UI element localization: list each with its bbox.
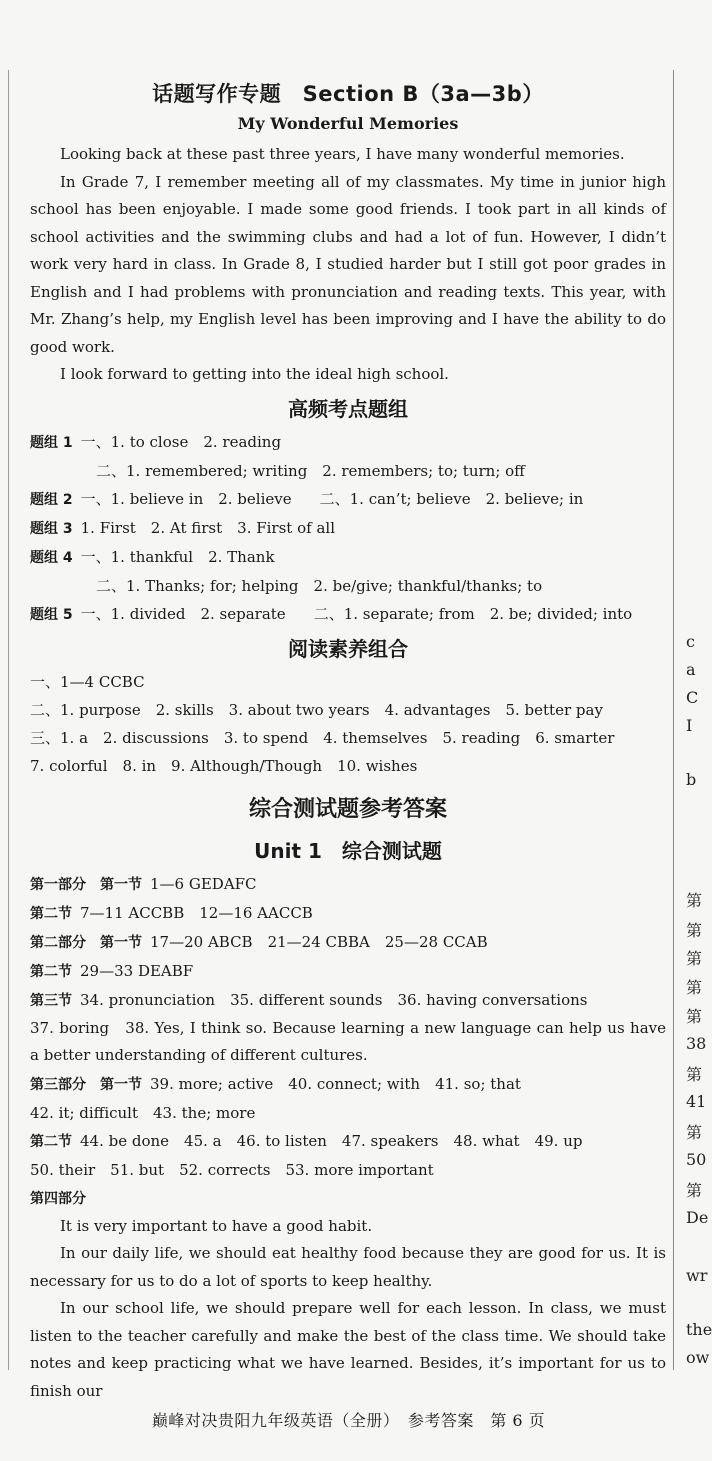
page-footer: 巅峰对决贵阳九年级英语（全册） 参考答案 第 6 页: [151, 1411, 546, 1430]
essay-paragraph: In Grade 7, I remember meeting all of my classmates. My time in junior high school has been enjoyable. I made some good friends. I took part in all kinds of school activities and the swimming clubs and had a lot of fun. However, I didn’t work very hard in class. In Grade 8, I studied harder but I still got poor grades in English and I had problems with pronunciation and reading texts. This year, with Mr. Zhang’s help, my English level has been improving and I have the ability to do good work.: [30, 172, 666, 356]
answer-text: 二、1. separate; from 2. be; divided; into: [313, 604, 633, 623]
right-fragment: 第: [686, 891, 703, 910]
part-label: 第三节: [30, 992, 72, 1009]
answer-text: 7—11 ACCBB 12—16 AACCB: [80, 903, 313, 922]
right-fragment: the: [686, 1320, 712, 1339]
right-fragment: 38: [686, 1034, 707, 1053]
answer-row: [30, 870, 666, 899]
yuedu-heading: 阅读素养组合: [288, 636, 408, 661]
right-fragment: ow: [686, 1348, 710, 1367]
answer-text: 44. be done 45. a 46. to listen 47. speakers 48. what 49. up: [80, 1131, 583, 1150]
answer-text: 二、1. Thanks; for; helping 2. be/give; thankful/thanks; to: [96, 576, 543, 595]
answer-row: 7. colorful 8. in 9. Although/Though 10. wishes: [30, 756, 418, 775]
answer-text: 1—6 GEDAFC: [150, 874, 257, 893]
left-margin-line: [8, 70, 9, 1370]
group-label: 题组 1: [30, 434, 73, 451]
right-fragment: a: [686, 660, 696, 679]
part-label: 第四部分: [30, 1190, 86, 1207]
right-fragment: 50: [686, 1150, 707, 1169]
right-fragment: 第: [686, 978, 703, 997]
answer-row: [30, 986, 666, 1015]
answer-text: 一、1. divided 2. separate: [80, 604, 286, 623]
group-label: 题组 2: [30, 491, 73, 508]
right-fragment: 第: [686, 1065, 703, 1084]
answer-text: 29—33 DEABF: [80, 961, 194, 980]
answer-text: 二、1. can’t; believe 2. believe; in: [319, 489, 584, 508]
right-fragment: De: [686, 1208, 709, 1227]
right-fragment: b: [686, 770, 697, 789]
answer-paragraph: 37. boring 38. Yes, I think so. Because learning a new language can help us have a better understanding of different cultures.: [30, 1018, 666, 1064]
right-fragment: 第: [686, 1007, 703, 1026]
answer-text: 34. pronunciation 35. different sounds 36. having conversations: [80, 990, 588, 1009]
part-label: 第二节: [30, 1133, 72, 1150]
answer-row: [30, 928, 666, 957]
group-label: 题组 3: [30, 520, 73, 537]
essay-habit: [30, 1213, 666, 1406]
answer-row: 二、1. purpose 2. skills 3. about two years 4. advantages 5. better pay: [30, 700, 603, 719]
answer-row: [30, 572, 666, 600]
answer-text: 1. First 2. At first 3. First of all: [80, 518, 335, 537]
part-label: 第二节: [30, 905, 72, 922]
answer-row: [30, 514, 666, 543]
part-label: 第一部分 第一节: [30, 876, 142, 893]
answer-row: 42. it; difficult 43. the; more: [30, 1103, 256, 1122]
essay-paragraph: In our school life, we should prepare well for each lesson. In class, we must listen to the teacher carefully and make the best of the class time. We should take notes and keep practicing what we have learned. Besides, it’s important for us to finish our: [30, 1299, 666, 1400]
answer-row: [30, 485, 666, 514]
part-label: 第二节: [30, 963, 72, 980]
answer-row: 50. their 51. but 52. corrects 53. more important: [30, 1160, 434, 1179]
answer-text: 一、1. thankful 2. Thank: [80, 547, 275, 566]
answer-row: [30, 457, 666, 485]
essay-paragraph: I look forward to getting into the ideal high school.: [60, 365, 449, 383]
gaopin-answers: [30, 428, 666, 629]
unit-heading: Unit 1 综合测试题: [254, 838, 442, 863]
group-label: 题组 5: [30, 606, 73, 623]
answer-row: [30, 1127, 666, 1156]
answer-row: [30, 428, 666, 457]
answer-row: [30, 957, 666, 986]
answer-row: 一、1—4 CCBC: [30, 672, 145, 691]
answer-text: 一、1. believe in 2. believe: [80, 489, 292, 508]
group-label: 题组 4: [30, 549, 73, 566]
part-label: 第二部分 第一节: [30, 934, 142, 951]
essay-paragraph: In our daily life, we should eat healthy food because they are good for us. It is necessary for us to do a lot of sports to keep healthy.: [30, 1244, 666, 1290]
answer-text: 二、1. remembered; writing 2. remembers; to; turn; off: [96, 461, 525, 480]
answer-row: 三、1. a 2. discussions 3. to spend 4. themselves 5. reading 6. smarter: [30, 728, 615, 747]
right-fragment: 第: [686, 921, 703, 940]
essay-paragraph: Looking back at these past three years, I have many wonderful memories.: [60, 145, 625, 163]
essay-memories: [30, 141, 666, 389]
gaopin-heading: 高频考点题组: [288, 396, 408, 421]
right-fragment: C: [686, 688, 699, 707]
right-fragment: 第: [686, 1181, 703, 1200]
right-fragment: 第: [686, 1123, 703, 1142]
right-column-divider: [673, 70, 674, 1370]
section-heading: 话题写作专题 Section B（3a—3b）: [152, 82, 544, 106]
essay-title: My Wonderful Memories: [237, 114, 459, 133]
answer-row: [30, 600, 666, 629]
answer-row: [30, 899, 666, 928]
essay-paragraph: It is very important to have a good habit.: [60, 1216, 373, 1235]
right-fragment: 第: [686, 949, 703, 968]
part-label: 第三部分 第一节: [30, 1076, 142, 1093]
main-column: [30, 78, 666, 1405]
answer-text: 39. more; active 40. connect; with 41. so; that: [150, 1074, 521, 1093]
right-fragment: wr: [686, 1266, 708, 1285]
answer-row: [30, 543, 666, 572]
yuedu-answers: [30, 668, 666, 780]
answer-row: [30, 1184, 666, 1213]
right-fragment: c: [686, 632, 695, 651]
unit1-answers: [30, 870, 666, 1213]
answer-text: 一、1. to close 2. reading: [80, 432, 282, 451]
right-fragment: I: [686, 716, 693, 735]
zonghe-heading: 综合测试题参考答案: [248, 796, 447, 822]
answer-row: [30, 1070, 666, 1099]
answer-text: 17—20 ABCB 21—24 CBBA 25—28 CCAB: [150, 932, 488, 951]
right-fragment: 41: [686, 1092, 707, 1111]
